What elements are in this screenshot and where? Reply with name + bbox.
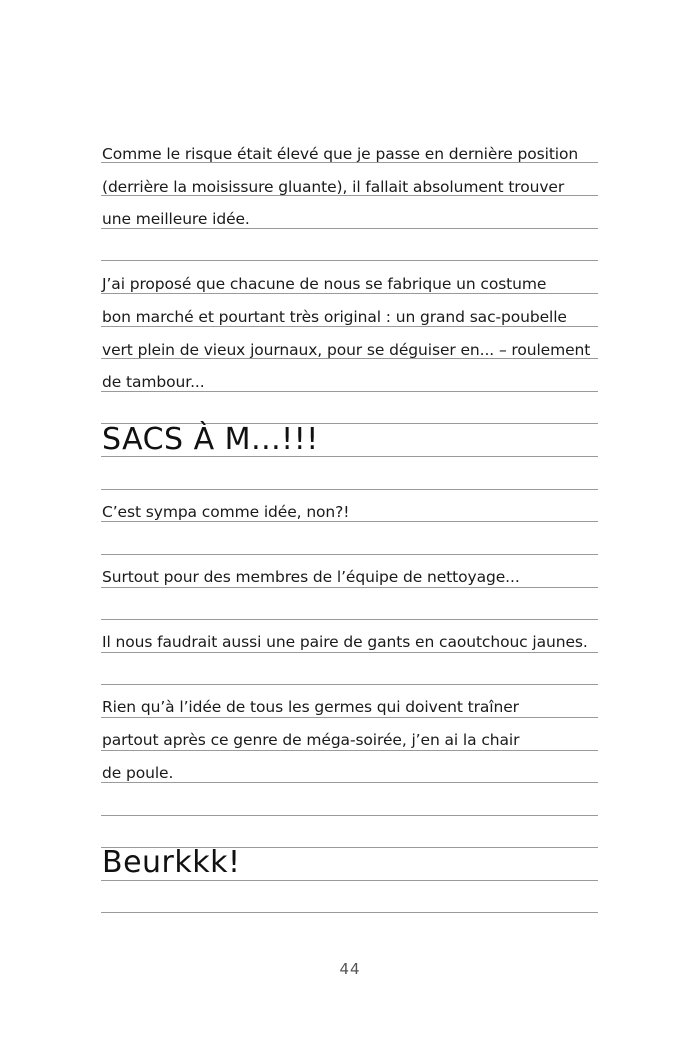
paragraph-1-line-2: (derrière la moisissure gluante), il fallait absolument trouver [102, 178, 565, 196]
line-sympa: C’est sympa comme idée, non?! [102, 503, 350, 521]
ruled-line [101, 293, 598, 294]
ruled-line [101, 228, 598, 229]
ruled-line [101, 717, 598, 718]
ruled-line [101, 587, 598, 588]
paragraph-3-line-1: Rien qu’à l’idée de tous les germes qui doivent traîner [102, 698, 519, 716]
paragraph-2-line-2: bon marché et pourtant très original : un grand sac-poubelle [102, 308, 567, 326]
ruled-line [101, 554, 598, 555]
paragraph-3-line-2: partout après ce genre de méga-soirée, j’en ai la chair [102, 731, 520, 749]
paragraph-1-line-1: Comme le risque était élevé que je passe en dernière position [102, 145, 579, 163]
headline-sacs: SACS À M...!!! [102, 422, 319, 457]
paragraph-2-line-1: J’ai proposé que chacune de nous se fabrique un costume [102, 275, 547, 293]
paragraph-3-line-3: de poule. [102, 764, 174, 782]
ruled-line [101, 489, 598, 490]
paragraph-1-line-3: une meilleure idée. [102, 210, 250, 228]
ruled-line [101, 521, 598, 522]
ruled-line [101, 750, 598, 751]
line-surtout: Surtout pour des membres de l’équipe de nettoyage... [102, 568, 520, 586]
ruled-line [101, 619, 598, 620]
page-number: 44 [339, 960, 361, 978]
ruled-line [101, 684, 598, 685]
headline-beurkkk: Beurkkk! [102, 845, 241, 880]
ruled-line [101, 652, 598, 653]
paragraph-2-line-4: de tambour... [102, 373, 205, 391]
ruled-line [101, 912, 598, 913]
paragraph-2-line-3: vert plein de vieux journaux, pour se déguiser en... – roulement [102, 341, 591, 359]
ruled-line [101, 782, 598, 783]
line-gants: Il nous faudrait aussi une paire de gants en caoutchouc jaunes. [102, 633, 588, 651]
ruled-line [101, 391, 598, 392]
ruled-line [101, 326, 598, 327]
ruled-line [101, 815, 598, 816]
ruled-line [101, 260, 598, 261]
